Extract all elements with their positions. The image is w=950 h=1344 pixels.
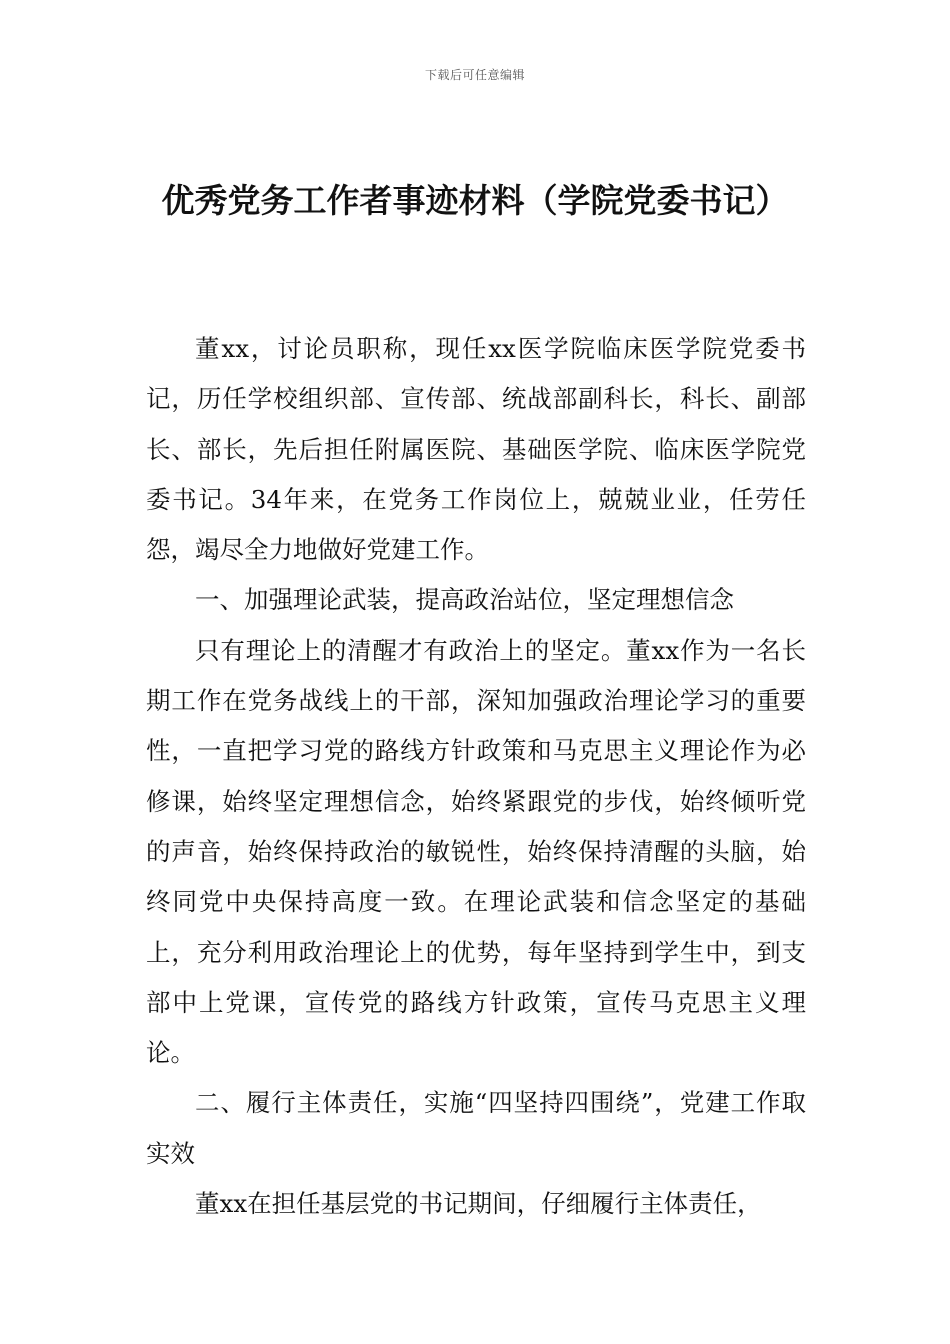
section-heading-2: 二、履行主体责任，实施“四坚持四围绕”，党建工作取实效 [146,1088,806,1168]
section-heading-1: 一、加强理论武装，提高政治站位，坚定理想信念 [195,585,734,615]
paragraph-intro: 董xx，讨论员职称，现任xx医学院临床医学院党委书记，历任学校组织部、宣传部、统战部副科长，科长、副部长、部长，先后担任附属医院、基础医学院、临床医学院党委书记。34年来，在党务工作岗位上，兢兢业业，任劳任怨，竭尽全力地做好党建工作。 [146,334,806,565]
document-title: 优秀党务工作者事迹材料（学院党委书记） [161,181,789,220]
paragraph-section-2: 董xx在担任基层党的书记期间，仔细履行主体责任， [195,1189,762,1219]
paragraph-section-1: 只有理论上的清醒才有政治上的坚定。董xx作为一名长期工作在党务战线上的干部，深知加强政治理论学习的重要性，一直把学习党的路线方针政策和马克思主义理论作为必修课，始终坚定理想信念，始终紧跟党的步伐，始终倾听党的声音，始终保持政治的敏锐性，始终保持清醒的头脑，始终同党中央保持高度一致。在理论武装和信念坚定的基础上，充分利用政治理论上的优势，每年坚持到学生中，到支部中上党课，宣传党的路线方针政策，宣传马克思主义理论。 [146,635,806,1068]
document-body [146,324,806,1229]
header-note: 下载后可任意编辑 [424,68,525,82]
